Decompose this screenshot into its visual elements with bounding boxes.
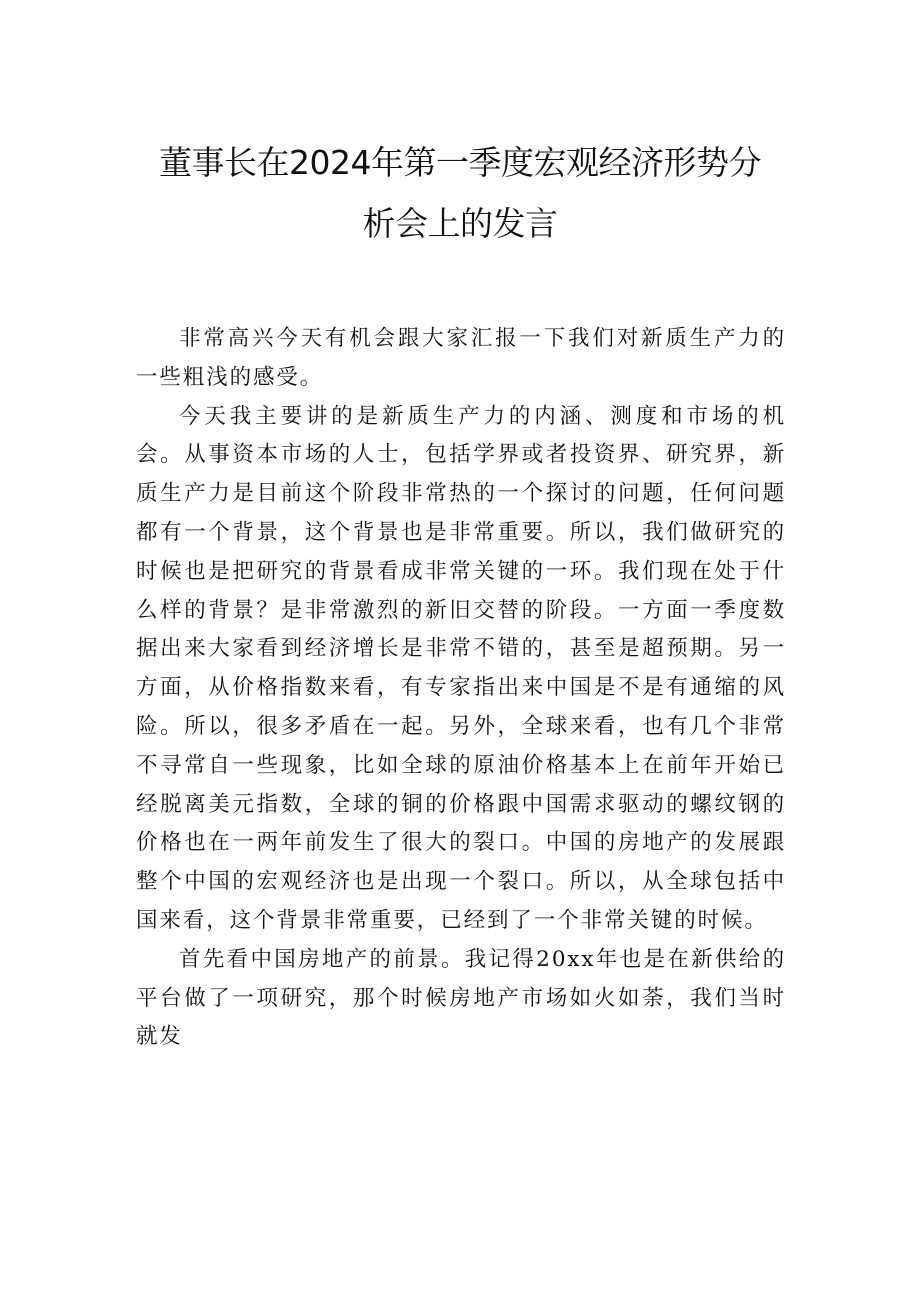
title-line-2: 析会上的发言 <box>362 204 558 243</box>
document-title <box>60 132 860 254</box>
body-paragraph-2: 今天我主要讲的是新质生产力的内涵、测度和市场的机会。从事资本市场的人士，包括学界或者投资界、研究界，新质生产力是目前这个阶段非常热的一个探讨的问题，任何问题都有一个背景，这个背景也是非常重要。所以，我们做研究的时候也是把研究的背景看成非常关键的一环。我们现在处于什么样的背景？是非常激烈的新旧交替的阶段。一方面一季度数据出来大家看到经济增长是非常不错的，甚至是超预期。另一方面，从价格指数来看，有专家指出来中国是不是有通缩的风险。所以，很多矛盾在一起。另外，全球来看，也有几个非常不寻常自一些现象，比如全球的原油价格基本上在前年开始已经脱离美元指数，全球的铜的价格跟中国需求驱动的螺纹钢的价格也在一两年前发生了很大的裂口。中国的房地产的发展跟整个中国的宏观经济也是出现一个裂口。所以，从全球包括中国来看，这个背景非常重要，已经到了一个非常关键的时候。 <box>136 403 786 933</box>
document-body <box>136 320 786 1057</box>
body-paragraph-1: 非常高兴今天有机会跟大家汇报一下我们对新质生产力的一些粗浅的感受。 <box>136 326 786 390</box>
title-line-1: 董事长在2024年第一季度宏观经济形势分 <box>159 143 761 182</box>
body-paragraph-3: 首先看中国房地产的前景。我记得20xx年也是在新供给的平台做了一项研究，那个时候房地产市场如火如荼，我们当时就发 <box>136 946 786 1050</box>
